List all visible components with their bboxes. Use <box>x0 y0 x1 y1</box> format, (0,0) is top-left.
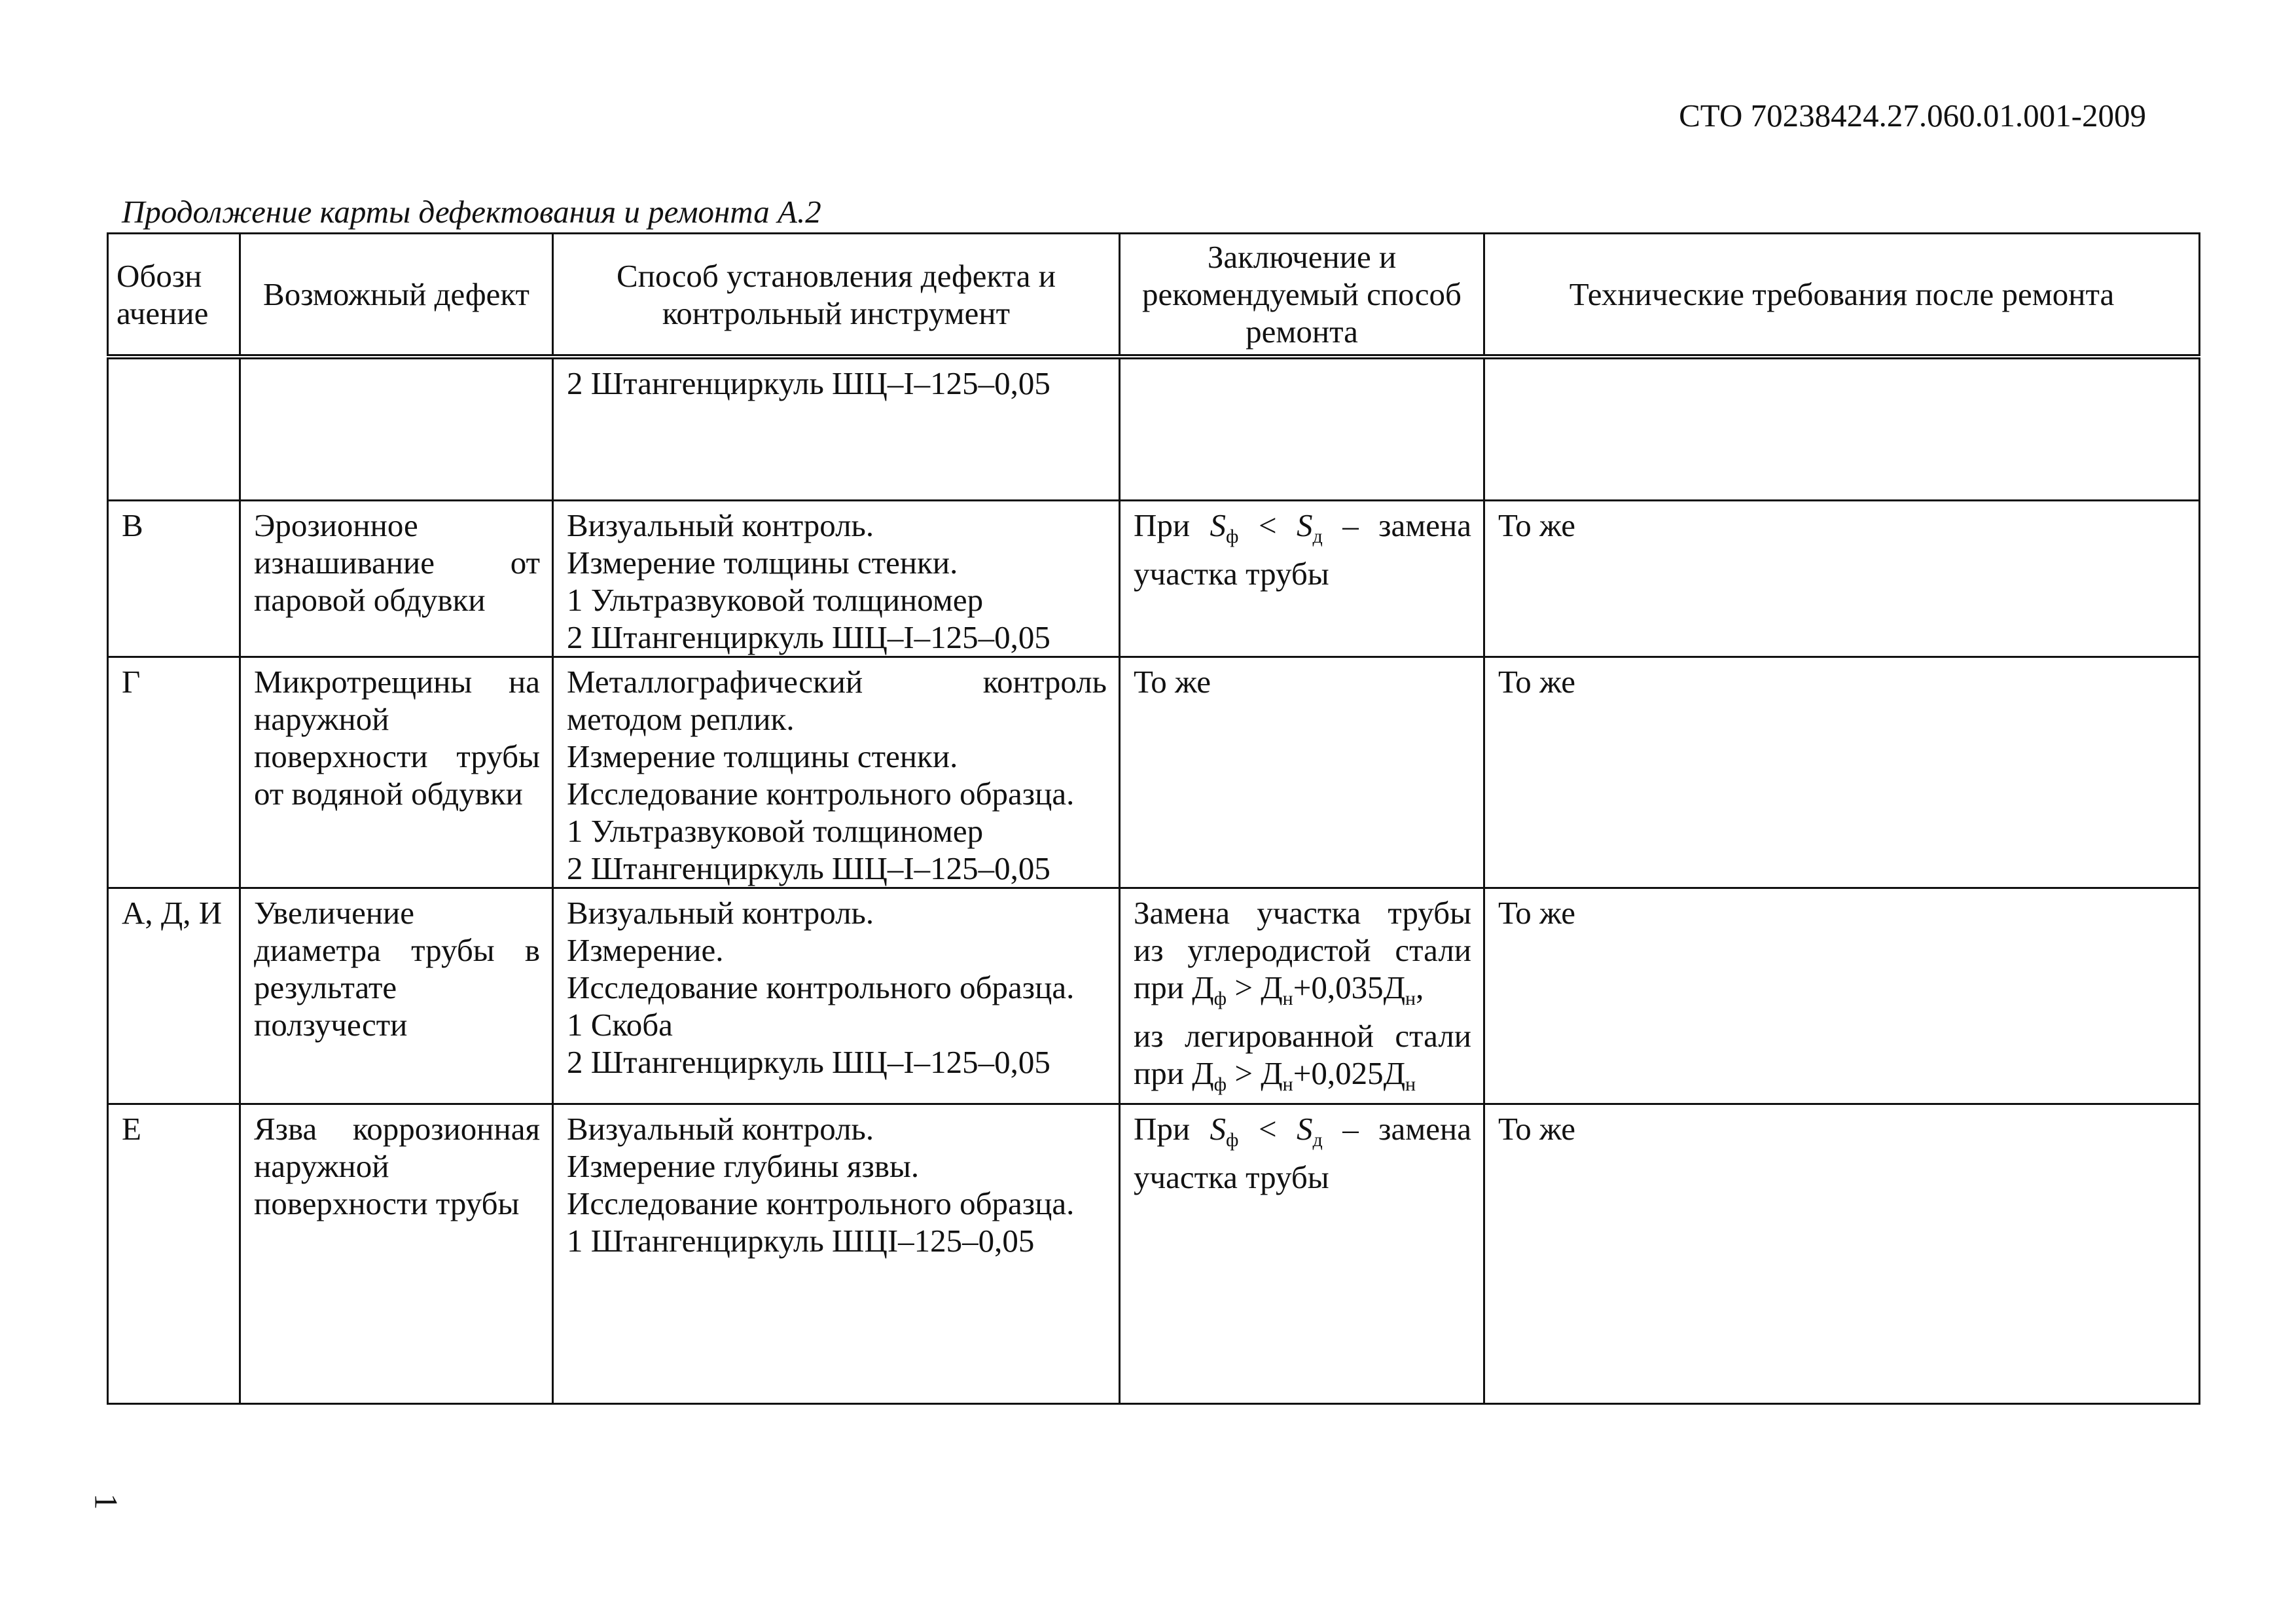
table-header-row <box>108 234 2200 357</box>
cell-method <box>553 657 1120 888</box>
cell-conclusion <box>1120 357 1484 500</box>
defect-line: наружной <box>254 1147 389 1184</box>
cell-defect <box>240 657 553 888</box>
cell-method <box>553 888 1120 1104</box>
method-line: Измерение глубины язвы. <box>567 1147 920 1184</box>
column-header-defect: Возможный дефект <box>240 234 553 357</box>
cell-code: Г <box>108 657 240 888</box>
conclusion-line: участка трубы <box>1134 555 1329 592</box>
method-line: 2 Штангенциркуль ШЦ–I–125–0,05 <box>567 619 1050 655</box>
conclusion-formula: при $Д_ф > Д_н+0,025Д_н$ <box>1134 1055 1416 1095</box>
conclusion-line: участка трубы <box>1134 1159 1329 1195</box>
defect-line: наружной <box>254 700 389 737</box>
cell-method <box>553 500 1120 657</box>
method-line: 1 Ультразвуковой толщиномер <box>567 581 984 618</box>
column-header-conclusion: Заключение и рекомендуемый способ ремонта <box>1120 234 1484 357</box>
cell-conclusion <box>1120 888 1484 1104</box>
cell-requirements: То же <box>1484 888 2200 1104</box>
cell-requirements: То же <box>1484 1104 2200 1403</box>
method-line: методом реплик. <box>567 700 795 737</box>
cell-defect <box>240 357 553 500</box>
method-line: Измерение толщины стенки. <box>567 544 958 581</box>
table-row <box>108 357 2200 500</box>
defect-line: диаметра трубы в <box>254 931 540 968</box>
cell-code: В <box>108 500 240 657</box>
method-line: 2 Штангенциркуль ШЦ–I–125–0,05 <box>567 365 1050 401</box>
method-line: 2 Штангенциркуль ШЦ–I–125–0,05 <box>567 850 1050 886</box>
cell-requirements: То же <box>1484 657 2200 888</box>
defect-line: Увеличение <box>254 894 415 931</box>
defect-line: Эрозионное <box>254 507 418 543</box>
conclusion-line: из легированной стали <box>1134 1017 1471 1054</box>
method-line: Визуальный контроль. <box>567 1110 874 1147</box>
defect-line: Язва коррозионная <box>254 1110 540 1147</box>
cell-requirements: То же <box>1484 500 2200 657</box>
cell-conclusion: То же <box>1120 657 1484 888</box>
defect-line: поверхности трубы <box>254 1185 520 1221</box>
cell-conclusion <box>1120 500 1484 657</box>
method-line: 1 Скоба <box>567 1006 673 1043</box>
conclusion-formula: При $S_ф < S_д$ – замена <box>1134 507 1471 547</box>
method-line: Визуальный контроль. <box>567 894 874 931</box>
document-code: СТО 70238424.27.060.01.001-2009 <box>1679 98 2146 134</box>
table-row <box>108 500 2200 657</box>
defect-line: Микротрещины на <box>254 663 540 700</box>
conclusion-line: из углеродистой стали <box>1134 931 1471 968</box>
table-row <box>108 888 2200 1104</box>
cell-conclusion <box>1120 1104 1484 1403</box>
conclusion-formula: При $S_ф < S_д$ – замена <box>1134 1110 1471 1151</box>
table-row <box>108 1104 2200 1403</box>
method-line: Исследование контрольного образца. <box>567 775 1075 812</box>
cell-method <box>553 357 1120 500</box>
defect-line: поверхности трубы <box>254 738 540 774</box>
cell-requirements <box>1484 357 2200 500</box>
method-line: Исследование контрольного образца. <box>567 969 1075 1005</box>
column-header-requirements: Технические требования после ремонта <box>1484 234 2200 357</box>
method-line: 1 Ультразвуковой толщиномер <box>567 812 984 849</box>
table-continuation-caption: Продолжение карты дефектования и ремонта А.2 <box>122 194 821 230</box>
defect-line: изнашивание от <box>254 544 540 581</box>
conclusion-line: Замена участка трубы <box>1134 894 1471 931</box>
cell-code <box>108 357 240 500</box>
column-header-code: Обозн ачение <box>108 234 240 357</box>
cell-defect <box>240 500 553 657</box>
table-row <box>108 657 2200 888</box>
method-line: Металлографический контроль <box>567 663 1107 700</box>
cell-code: Е <box>108 1104 240 1403</box>
defect-line: ползучести <box>254 1006 408 1043</box>
defect-line: от водяной обдувки <box>254 775 523 812</box>
column-header-method: Способ установления дефекта и контрольный инструмент <box>553 234 1120 357</box>
defect-repair-table <box>107 232 2200 1405</box>
page-number: 1 <box>88 1493 125 1510</box>
method-line: Визуальный контроль. <box>567 507 874 543</box>
method-line: Исследование контрольного образца. <box>567 1185 1075 1221</box>
cell-defect <box>240 1104 553 1403</box>
method-line: 2 Штангенциркуль ШЦ–I–125–0,05 <box>567 1043 1050 1080</box>
conclusion-formula: при $Д_ф > Д_н+0,035Д_н$, <box>1134 969 1424 1009</box>
cell-code: А, Д, И <box>108 888 240 1104</box>
defect-line: паровой обдувки <box>254 581 486 618</box>
method-line: Измерение. <box>567 931 724 968</box>
method-line: Измерение толщины стенки. <box>567 738 958 774</box>
cell-method <box>553 1104 1120 1403</box>
cell-defect <box>240 888 553 1104</box>
method-line: 1 Штангенциркуль ШЦI–125–0,05 <box>567 1222 1035 1259</box>
defect-line: результате <box>254 969 397 1005</box>
